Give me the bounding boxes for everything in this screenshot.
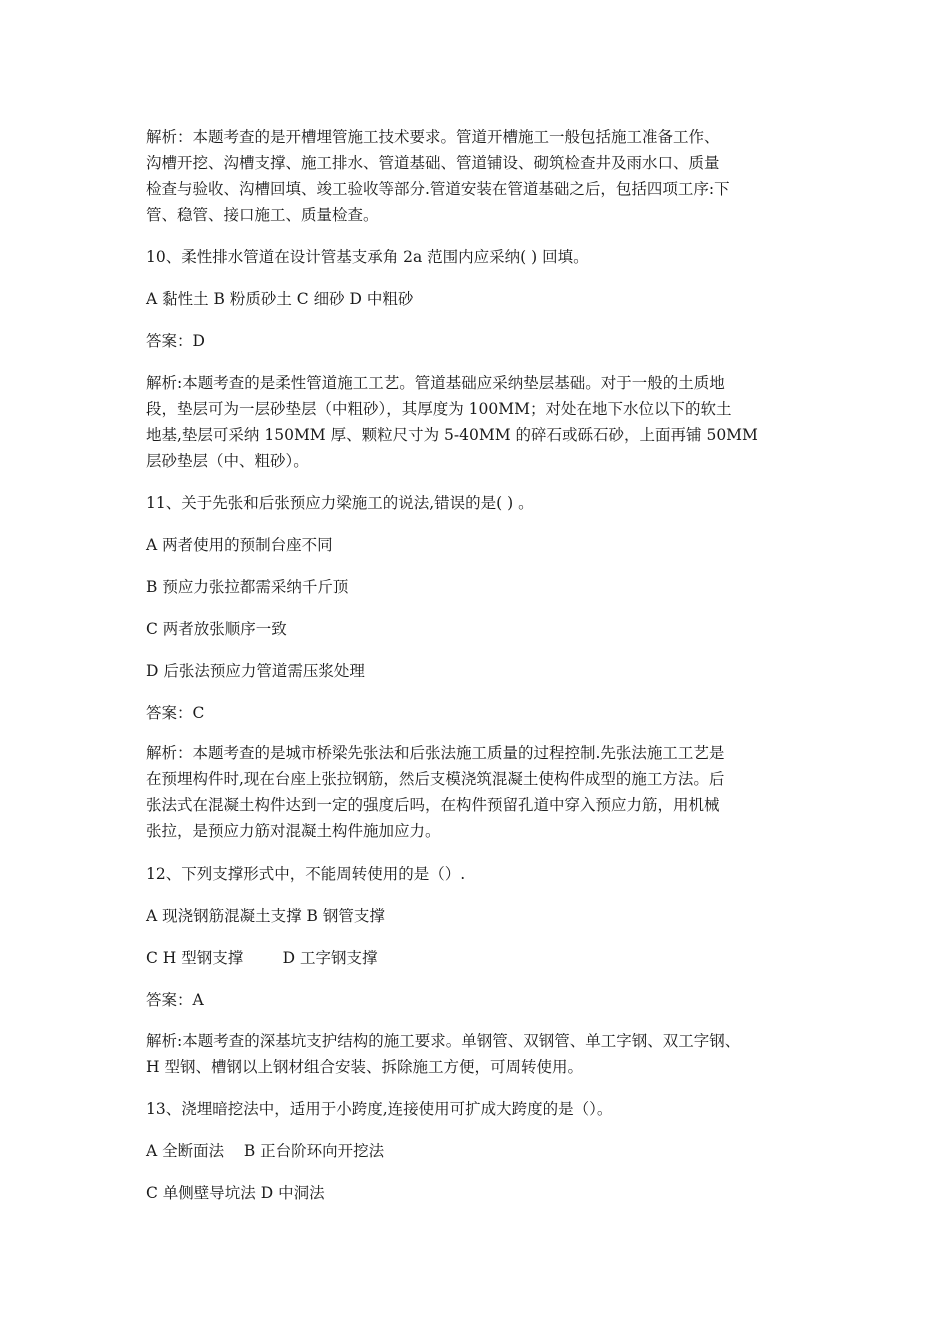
text-line: 答案：A (146, 991, 204, 1009)
text-line: A 两者使用的预制台座不同 (146, 536, 333, 554)
answer-q12 (146, 987, 814, 1013)
text-line: 层砂垫层（中、粗砂）。 (146, 452, 309, 470)
text-line: A 黏性土 B 粉质砂土 C 细砂 D 中粗砂 (146, 290, 414, 308)
answer-q11 (146, 700, 814, 726)
analysis-paragraph-q12 (146, 1028, 814, 1080)
text-line: 答案：D (146, 332, 205, 350)
text-line: C 两者放张顺序一致 (146, 620, 287, 638)
options-ab-q12 (146, 903, 814, 929)
option-d-q11 (146, 658, 814, 684)
text-line: 检查与验收、沟槽回填、竣工验收等部分.管道安装在管道基础之后，包括四项工序:下 (146, 180, 730, 198)
text-line: 10、柔性排水管道在设计管基支承角 2a 范围内应采纳( ) 回填。 (146, 248, 589, 266)
text-line: 张法式在混凝土构件达到一定的强度后吗，在构件预留孔道中穿入预应力筋，用机械 (146, 796, 720, 814)
text-line: 11、关于先张和后张预应力梁施工的说法,错误的是( ) 。 (146, 494, 534, 512)
text-line: 12、下列支撑形式中，不能周转使用的是（）. (146, 865, 466, 883)
text-line: D 后张法预应力管道需压浆处理 (146, 662, 365, 680)
text-line: 张拉，是预应力筋对混凝土构件施加应力。 (146, 822, 441, 840)
options-ab-q13 (146, 1138, 814, 1164)
options-cd-q13 (146, 1180, 814, 1206)
text-line: A 全断面法 B 正台阶环向开挖法 (146, 1142, 385, 1160)
question-11 (146, 490, 814, 516)
question-13 (146, 1096, 814, 1122)
question-12 (146, 861, 814, 887)
text-line: H 型钢、槽钢以上钢材组合安装、拆除施工方便，可周转使用。 (146, 1058, 583, 1076)
text-line: 解析:本题考查的深基坑支护结构的施工要求。单钢管、双钢管、单工字钢、双工字钢、 (146, 1032, 741, 1050)
text-line: A 现浇钢筋混凝土支撑 B 钢管支撑 (146, 907, 385, 925)
text-line: 解析:本题考查的是柔性管道施工工艺。管道基础应采纳垫层基础。对于一般的土质地 (146, 374, 725, 392)
options-cd-q12 (146, 945, 814, 971)
text-line: B 预应力张拉都需采纳千斤顶 (146, 578, 349, 596)
analysis-paragraph-q9 (146, 124, 814, 228)
text-line: 解析：本题考查的是城市桥梁先张法和后张法施工质量的过程控制.先张法施工工艺是 (146, 744, 725, 762)
option-a-q11 (146, 532, 814, 558)
text-line: 地基,垫层可采纳 150MM 厚、颗粒尺寸为 5-40MM 的碎石或砾石砂，上面再铺 50MM (146, 426, 758, 444)
options-q10 (146, 286, 814, 312)
text-line: C H 型钢支撑 D 工字钢支撑 (146, 949, 378, 967)
analysis-paragraph-q10 (146, 370, 814, 474)
text-line: 解析：本题考查的是开槽埋管施工技术要求。管道开槽施工一般包括施工准备工作、 (146, 128, 720, 146)
option-c-q11 (146, 616, 814, 642)
text-line: 管、稳管、接口施工、质量检查。 (146, 206, 379, 224)
question-10 (146, 244, 814, 270)
analysis-paragraph-q11 (146, 740, 814, 844)
text-line: 答案：C (146, 704, 205, 722)
text-line: 沟槽开挖、沟槽支撑、施工排水、管道基础、管道铺设、砌筑检查井及雨水口、质量 (146, 154, 720, 172)
text-line: 13、浇埋暗挖法中，适用于小跨度,连接使用可扩成大跨度的是（）。 (146, 1100, 613, 1118)
text-line: 在预埋构件时,现在台座上张拉钢筋，然后支模浇筑混凝土使构件成型的施工方法。后 (146, 770, 725, 788)
text-line: C 单侧壁导坑法 D 中洞法 (146, 1184, 325, 1202)
text-line: 段，垫层可为一层砂垫层（中粗砂），其厚度为 100MM；对处在地下水位以下的软土 (146, 400, 732, 418)
answer-q10 (146, 328, 814, 354)
option-b-q11 (146, 574, 814, 600)
